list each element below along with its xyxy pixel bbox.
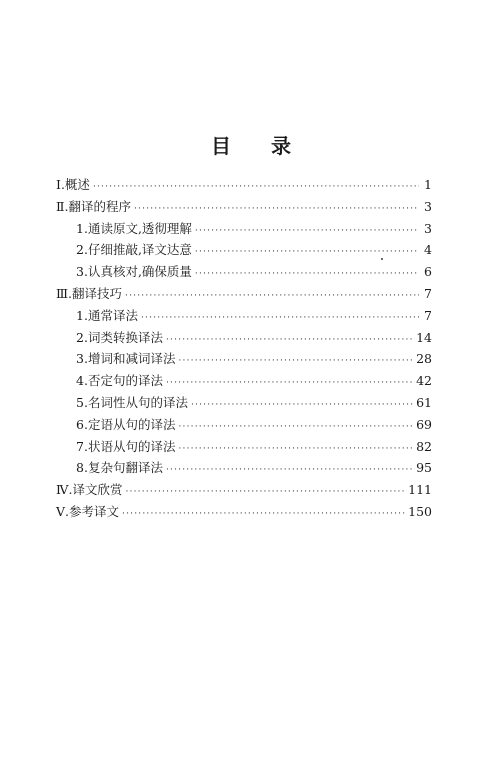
toc-entry-label: 译文欣赏 [72,482,123,498]
toc-page-number: 150 [408,503,432,519]
toc-subentry [56,327,432,349]
toc-entry-number: Ⅰ. [56,177,65,192]
toc-page-number: 1 [424,177,432,192]
toc-dot-leader [195,221,419,243]
toc-entry-number: 1. [76,220,88,236]
toc-page-number: 6 [424,264,432,280]
toc-entry-number: 5. [76,394,88,410]
toc-dot-leader [166,330,413,352]
toc-entry-number: 6. [76,416,88,432]
toc-entry-label: 翻译的程序 [68,198,131,214]
toc-subentry [56,239,432,261]
toc-entry [56,196,432,218]
toc-entry-number: 3. [76,264,88,280]
toc-entry-label: 概述 [64,177,90,192]
toc-entry-label: 否定句的译法 [87,373,163,389]
toc-entry-label: 名词性从句的译法 [87,394,188,410]
toc-dot-leader [125,286,419,308]
toc-page-number: 3 [424,220,432,236]
scan-speck [381,258,383,260]
toc-entry [56,479,432,501]
toc-entry-number: 8. [76,460,88,476]
toc-page-number: 7 [424,307,432,323]
toc-entry-number: 7. [76,438,88,454]
toc-page-number: 4 [424,242,432,258]
toc-entry [56,501,432,523]
toc-entry-label: 状语从句的译法 [87,438,176,454]
toc-page-number: 69 [416,416,432,432]
toc-entry-number: 3. [76,351,88,367]
toc-entry-number: 1. [76,307,88,323]
toc-subentry [56,218,432,240]
toc-dot-leader [195,242,419,264]
toc-entry-number: 2. [76,329,88,345]
toc-entry-label: 词类转换译法 [87,329,163,345]
toc-entry-label: 通常译法 [87,307,138,323]
toc-dot-leader [195,264,419,286]
toc-entry-label: 认真核对,确保质量 [87,264,192,280]
toc-page-number: 111 [408,482,432,498]
toc-entry-number: 4. [76,373,88,389]
toc-entry-label: 定语从句的译法 [87,416,176,432]
toc-dot-leader [178,351,413,373]
toc-dot-leader [178,417,413,439]
toc-entry-label: 通读原文,透彻理解 [87,220,192,236]
toc-entry-number: Ⅳ. [56,482,73,498]
table-of-contents [56,174,432,523]
toc-page-number: 42 [416,373,432,389]
toc-dot-leader [178,439,413,461]
toc-entry-label: 参考译文 [69,503,120,519]
toc-dot-leader [125,482,405,504]
toc-entry-number: Ⅴ. [56,503,70,519]
toc-entry-label: 复杂句翻译法 [87,460,163,476]
toc-subentry [56,348,432,370]
toc-page-number: 14 [416,329,432,345]
toc-page-number: 7 [424,285,432,301]
toc-page-number: 61 [416,394,432,410]
toc-dot-leader [166,460,413,482]
toc-subentry [56,414,432,436]
toc-dot-leader [122,504,405,526]
title-char-1: 目 [211,134,233,158]
toc-subentry [56,457,432,479]
toc-dot-leader [166,373,413,395]
toc-entry-number: Ⅲ. [56,285,73,301]
toc-entry [56,174,432,196]
toc-page-number: 95 [416,460,432,476]
toc-page-number: 82 [416,438,432,454]
toc-entry-number: 2. [76,242,88,258]
toc-dot-leader [191,395,413,417]
toc-entry-number: Ⅱ. [56,198,69,214]
toc-subentry [56,370,432,392]
toc-entry [56,283,432,305]
toc-entry-label: 翻译技巧 [72,285,123,301]
page-title [0,130,504,159]
toc-subentry [56,261,432,283]
toc-entry-label: 仔细推敲,译文达意 [87,242,192,258]
toc-dot-leader [141,308,419,330]
toc-page-number: 28 [416,351,432,367]
toc-page-number: 3 [424,198,432,214]
toc-subentry [56,305,432,327]
toc-subentry [56,436,432,458]
toc-dot-leader [93,177,419,199]
toc-subentry [56,392,432,414]
toc-entry-label: 增词和减词译法 [87,351,176,367]
title-char-2: 录 [271,134,293,158]
